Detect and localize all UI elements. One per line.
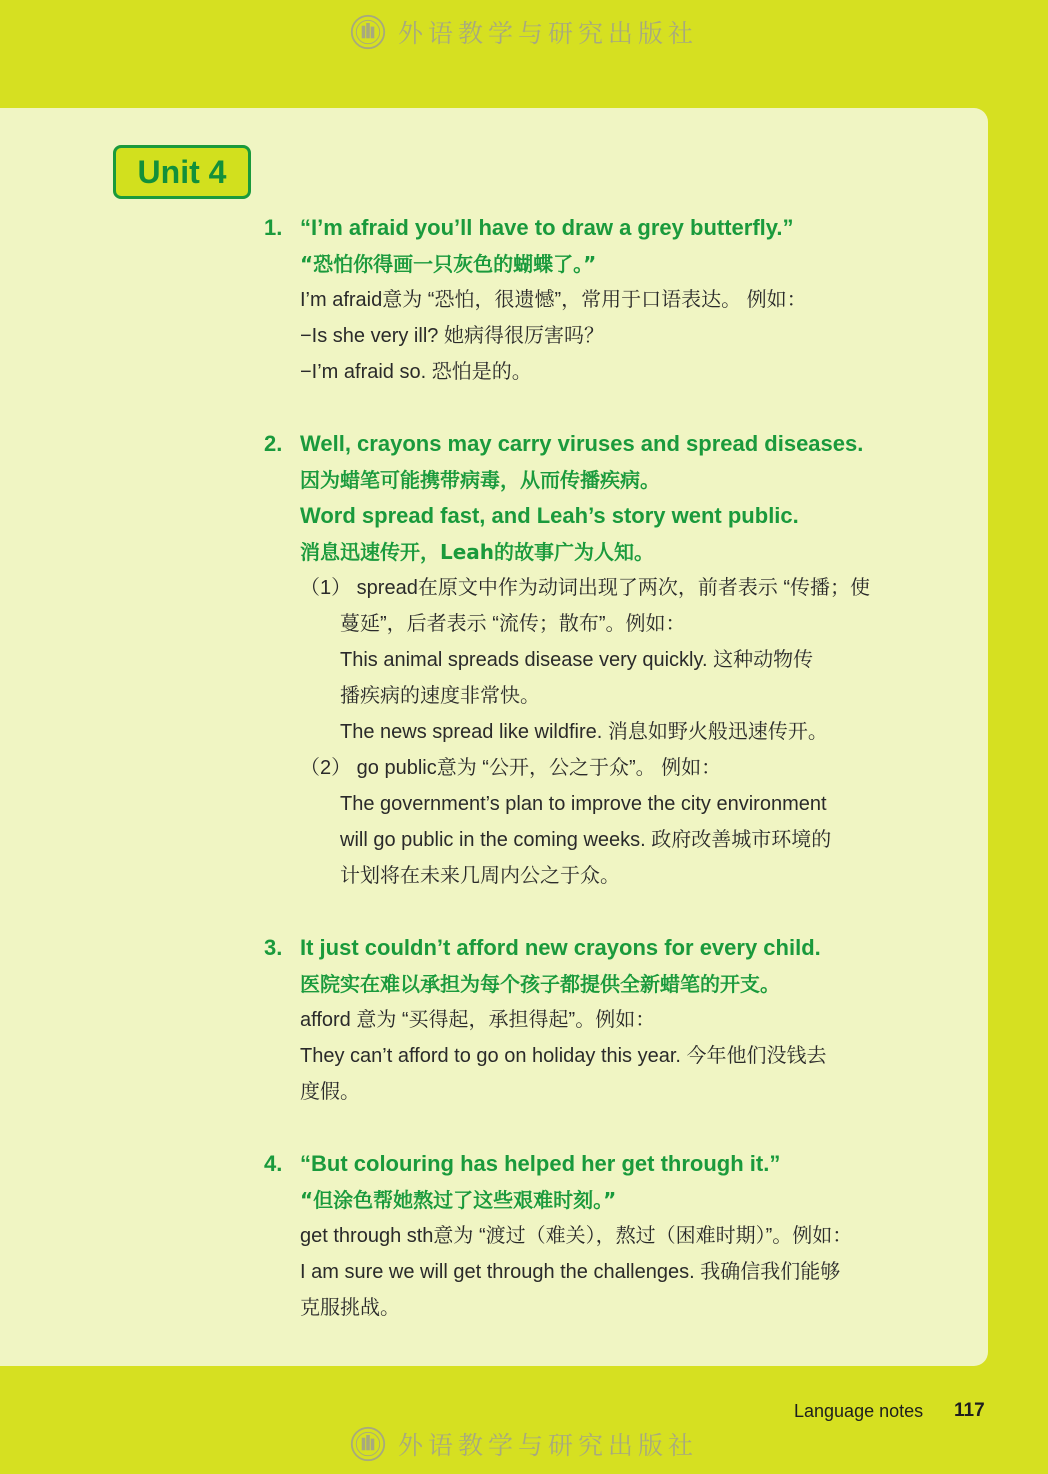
example-line: will go public in the coming weeks. 政府改善城市环境的 (340, 829, 832, 851)
publisher-footer (0, 1422, 1048, 1466)
example-line: They can’t afford to go on holiday this year. 今年他们没钱去 (300, 1045, 827, 1067)
sub-point-2: （2） go public意为 “公开，公之于众”。 例如： (300, 757, 722, 779)
note-explanation: afford 意为 “买得起，承担得起”。例如： (300, 1009, 656, 1031)
note-sentence-zh: “但涂色帮她熬过了这些艰难时刻。” (300, 1188, 617, 1212)
note-sentence-zh: 医院实在难以承担为每个孩子都提供全新蜡笔的开支。 (300, 972, 780, 996)
unit-badge: Unit 4 (113, 145, 251, 199)
example-line: 度假。 (300, 1081, 360, 1103)
publisher-header (0, 10, 1048, 54)
note-3 (264, 930, 924, 1110)
publisher-name: 外语教学与研究出版社 (397, 1431, 698, 1460)
sub-point-1: （1） spread在原文中作为动词出现了两次，前者表示 “传播；使 (300, 577, 871, 599)
note-2 (264, 426, 924, 894)
example-line: I am sure we will get through the challenges. 我确信我们能够 (300, 1261, 841, 1283)
fltrp-seal-icon (350, 1426, 386, 1462)
note-explanation: I’m afraid意为 “恐怕，很遗憾”，常用于口语表达。 例如： (300, 289, 807, 311)
sub-point-1-cont: 蔓延”，后者表示 “流传；散布”。例如： (340, 613, 686, 635)
note-sentence-zh: “恐怕你得画一只灰色的蝴蝶了。” (300, 252, 597, 276)
example-line: 计划将在未来几周内公之于众。 (340, 865, 620, 887)
example-line: −Is she very ill? 她病得很厉害吗？ (300, 325, 604, 347)
note-number: 1. (264, 215, 283, 240)
page-number: 117 (954, 1400, 985, 1421)
note-1 (264, 210, 924, 390)
example-line: 克服挑战。 (300, 1297, 400, 1319)
section-label: Language notes (794, 1401, 924, 1421)
note-sentence-en: Word spread fast, and Leah’s story went public. (300, 503, 799, 528)
example-line: The news spread like wildfire. 消息如野火般迅速传开。 (340, 721, 828, 743)
note-4 (264, 1146, 924, 1326)
note-number: 2. (264, 431, 283, 456)
note-sentence-en: Well, crayons may carry viruses and spread diseases. (300, 431, 864, 456)
note-sentence-en: “I’m afraid you’ll have to draw a grey butterfly.” (300, 215, 794, 240)
note-number: 4. (264, 1151, 283, 1176)
note-explanation: get through sth意为 “渡过（难关），熬过（困难时期）”。例如： (300, 1225, 853, 1247)
example-line: This animal spreads disease very quickly. 这种动物传 (340, 649, 814, 671)
example-line: 播疾病的速度非常快。 (340, 685, 540, 707)
note-sentence-en: It just couldn’t afford new crayons for every child. (300, 935, 821, 960)
note-number: 3. (264, 935, 283, 960)
example-line: The government’s plan to improve the city environment (340, 793, 827, 815)
example-line: −I’m afraid so. 恐怕是的。 (300, 361, 532, 383)
note-sentence-zh: 消息迅速传开，Leah的故事广为人知。 (300, 540, 655, 564)
note-sentence-en: “But colouring has helped her get through it.” (300, 1151, 781, 1176)
note-sentence-zh: 因为蜡笔可能携带病毒，从而传播疾病。 (300, 468, 660, 492)
fltrp-seal-icon (350, 14, 386, 50)
publisher-name: 外语教学与研究出版社 (397, 19, 698, 48)
